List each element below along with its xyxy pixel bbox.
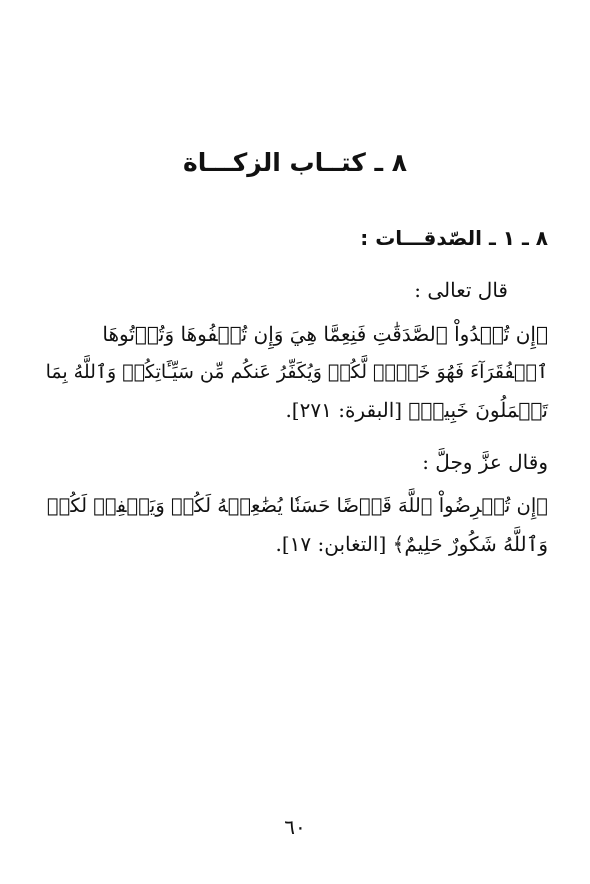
quran-verse-taghabun <box>38 487 548 563</box>
verse-line: ٱلۡفُقَرَآءَ فَهُوَ خَيۡرٞ لَّكُمۡ وَيُكَفِّرُ عَنكُم مِّن سَيِّـَٔاتِكُمۡ وَٱللَّهُ بِمَا <box>45 361 548 383</box>
chapter-title: ٨ ـ كتــاب الزكـــاة <box>182 148 408 177</box>
section-title: ٨ ـ ١ ـ الصّدقـــات : <box>360 226 548 250</box>
passage-intro: وقال عزَّ وجلَّ : <box>422 450 548 474</box>
passage-intro: قال تعالى : <box>414 278 508 302</box>
verse-line: وَٱللَّهُ شَكُورٌ حَلِيمٌ﴾ [التغابن: ١٧]. <box>275 532 548 556</box>
quran-verse-baqarah <box>38 315 548 429</box>
page-number: ٦٠ <box>284 815 306 839</box>
verse-line: ﴿إِن تُقۡرِضُواْ ٱللَّهَ قَرۡضًا حَسَنٗا يُضَٰعِفۡهُ لَكُمۡ وَيَغۡفِرۡ لَكُمۡ <box>46 494 548 517</box>
verse-line: ﴿إِن تُبۡدُواْ ٱلصَّدَقَٰتِ فَنِعِمَّا هِيَ وَإِن تُخۡفُوهَا وَتُؤۡتُوهَا <box>102 322 548 346</box>
verse-line: تَعۡمَلُونَ خَبِيرٞ﴾ [البقرة: ٢٧١]. <box>285 398 548 422</box>
